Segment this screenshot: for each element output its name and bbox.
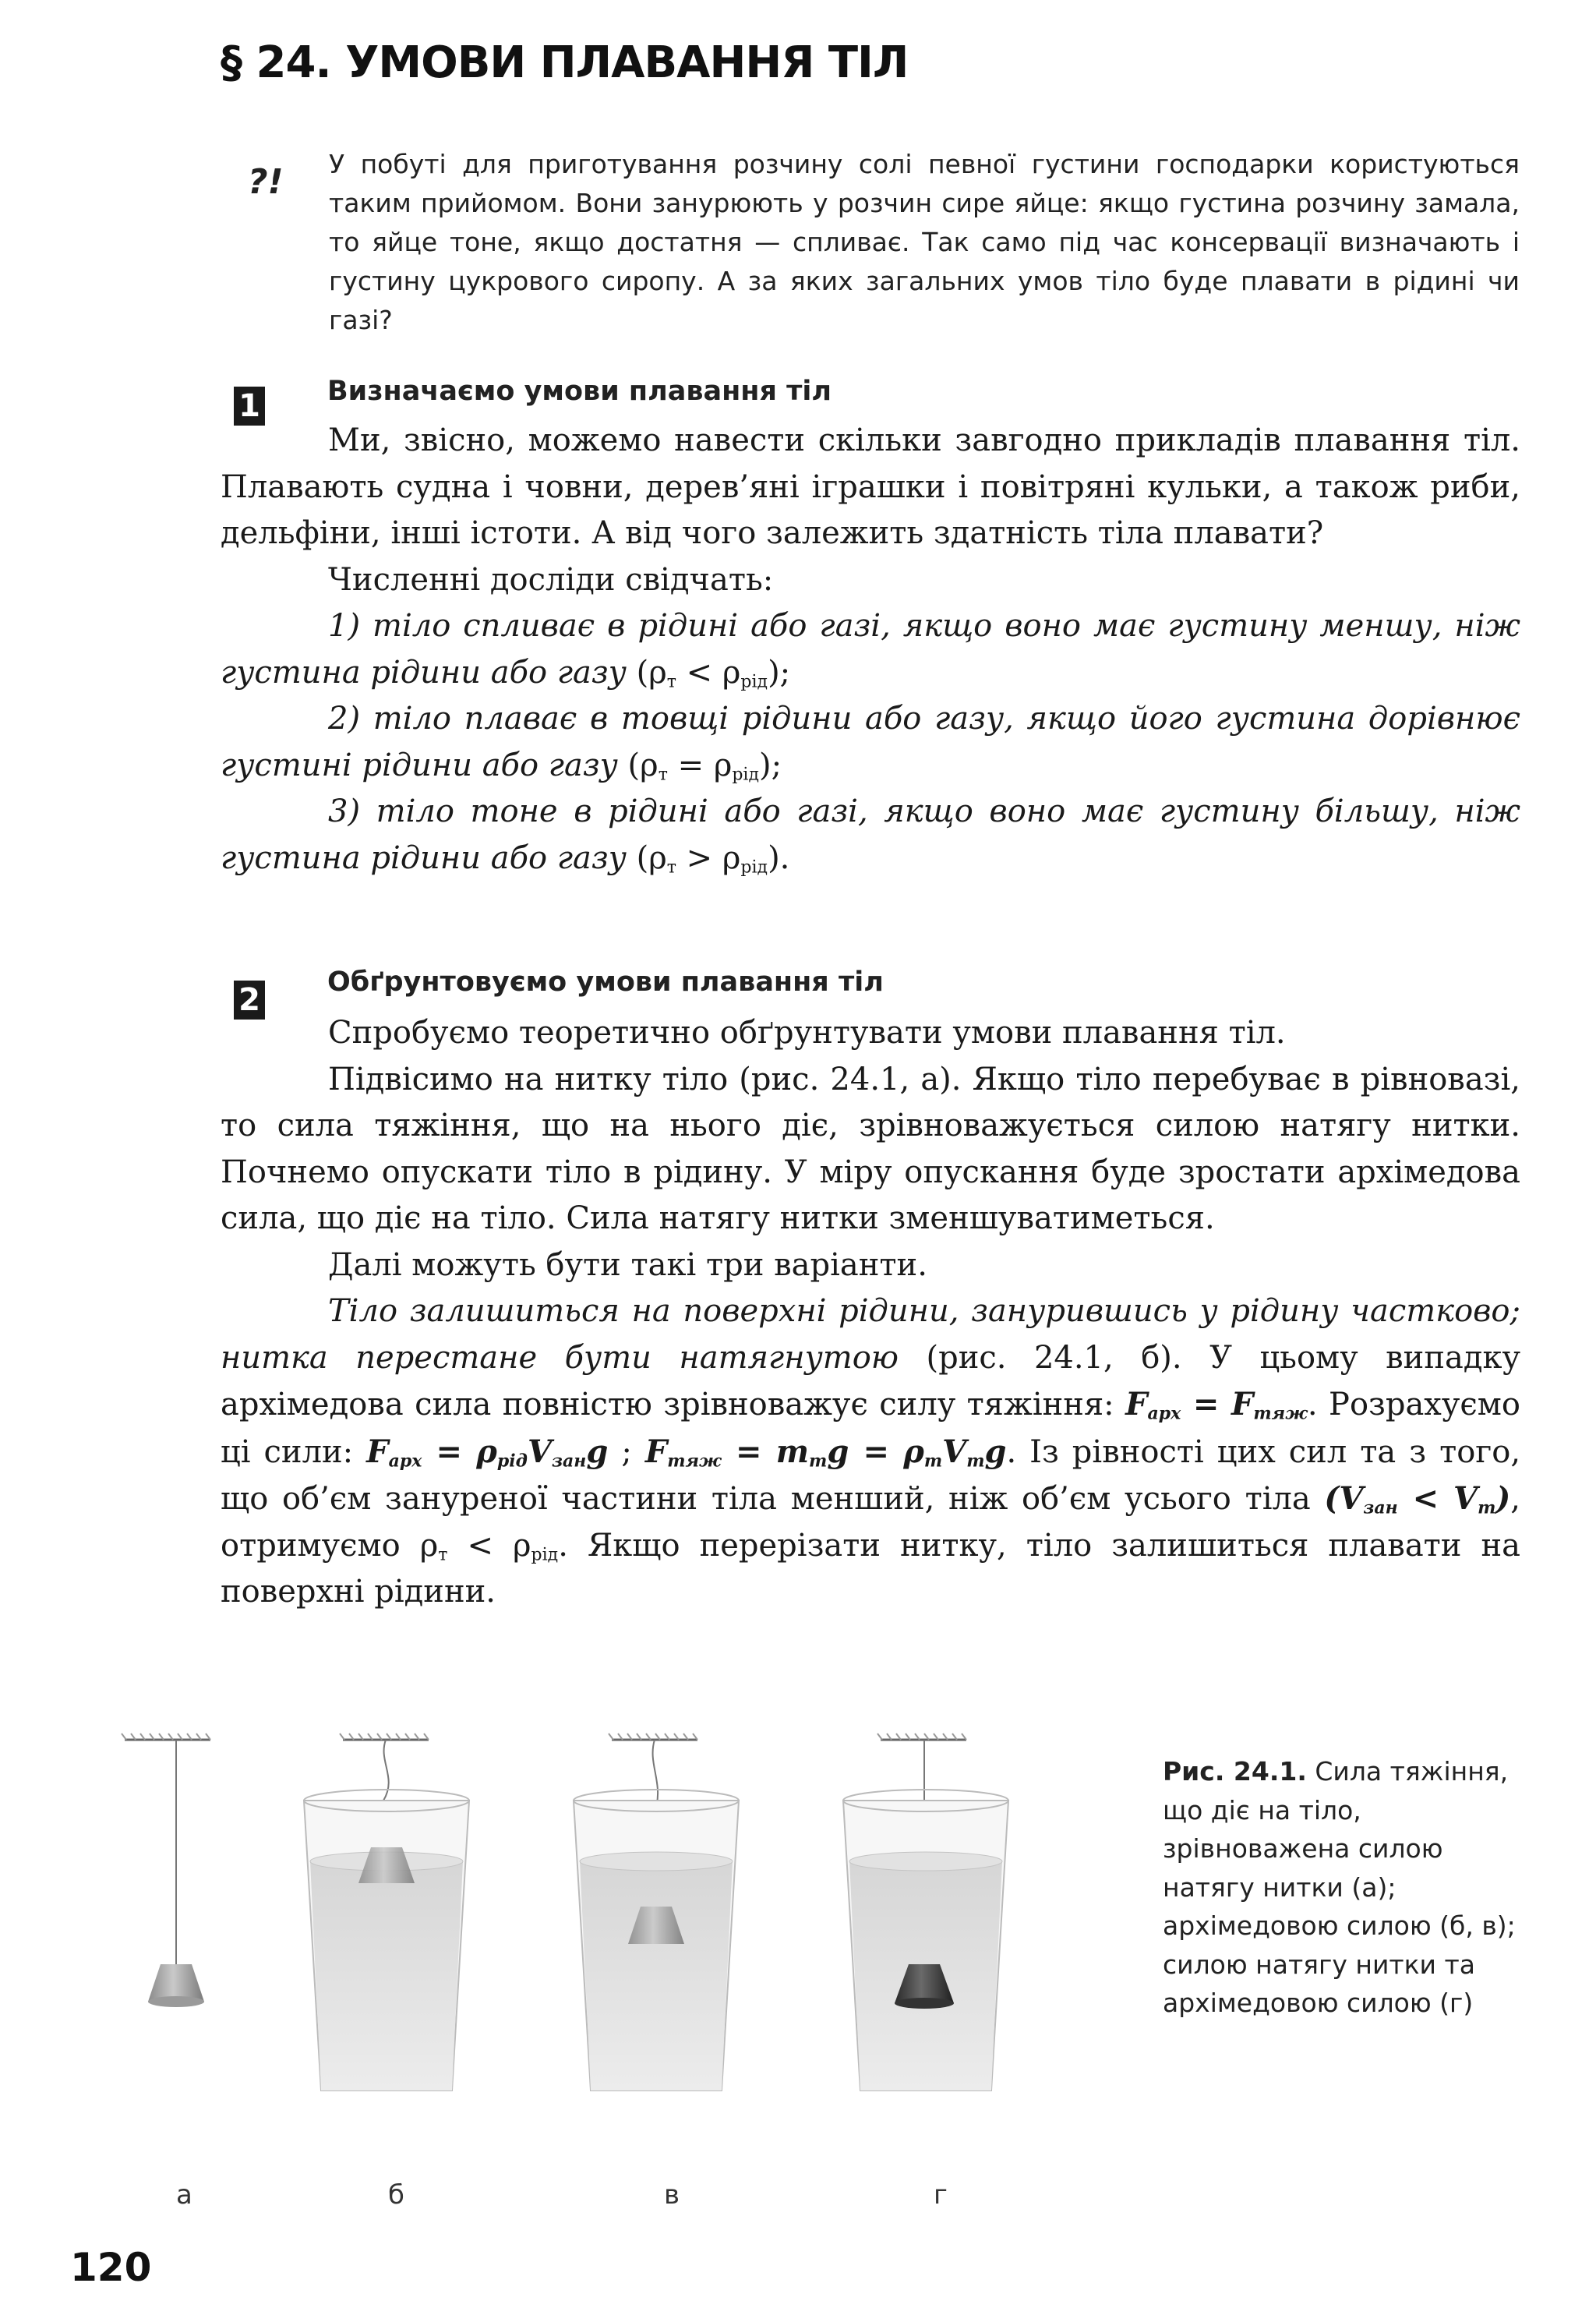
rho-symbol: ρ <box>648 839 667 876</box>
page-number: 120 <box>70 2245 152 2290</box>
subscript: т <box>666 857 676 877</box>
caption-text: Сила тяжіння, що діє на тіло, зрівноважена силою натягу нитки (а); архімедовою силою (б, в); силою натягу нитки та архімедовою силою (г) <box>1163 1756 1516 2018</box>
punctuation: . <box>779 839 790 876</box>
weight-base <box>148 1996 204 2007</box>
subscript: рід <box>732 765 759 784</box>
section-2-paragraph-4 <box>221 1288 1520 1616</box>
condition-2-text: 2) тіло плаває в товщі рідини або газу, якщо його густина дорівнює густині рідини або газу <box>221 701 1520 783</box>
italic-statement: Тіло залишиться на поверхні рідини, занурившись у рідину частково; нитка перестане бути натягнутою <box>221 1293 1520 1376</box>
section-2-body <box>221 1010 1520 1616</box>
subscript: рід <box>740 857 768 877</box>
setup-v <box>574 1734 739 2091</box>
formula-equilibrium: $F_{арх} = F_{тяж}$ <box>1125 1386 1308 1424</box>
figure-label-v: в <box>664 2179 680 2211</box>
subscript: т <box>438 1545 448 1564</box>
section-2-icon: 2 <box>234 981 265 1020</box>
question-mark-icon: ?! <box>248 162 284 202</box>
figure-24-1 <box>109 1730 1146 2136</box>
section-2-paragraph-1: Спробуємо теоретично обґрунтувати умови плавання тіл. <box>328 1015 1286 1051</box>
text-run: . Із рівності цих сил та з того, що об’єм зануреної частини тіла менший, ніж об’єм усього тіла <box>221 1433 1521 1517</box>
condition-1: 1) тіло спливає в рідині або газі, якщо воно має густину меншу, ніж густина рідини або газу $(\rho_т < \rho_{рід})$; <box>221 608 1520 691</box>
text-run: (рис. 24.1, б). У цьому випадку архімедова сила повністю зрівноважує силу тяжіння: <box>221 1339 1520 1423</box>
section-title: § 24. УМОВИ ПЛАВАННЯ ТІЛ <box>221 37 909 88</box>
operator: > <box>676 839 722 876</box>
condition-2: 2) тіло плаває в товщі рідини або газу, якщо його густина дорівнює густині рідини або газу $(\rho_т = \rho_{рід})$; <box>221 701 1520 784</box>
formula-archimedes: $F_{арх} = \rho_{рід}V_{зан}g$ <box>366 1433 609 1471</box>
section-1-title: Визначаємо умови плавання тіл <box>327 376 832 407</box>
intro-paragraph: У побуті для приготування розчину солі певної густини господарки користуються таким прийомом. Вони занурюють у розчин сире яйце: якщо густина розчину замала, то яйце тоне, якщо достатня — спливає. Так само під час консервації визначають і густину цукрового сиропу. А за яких загальних умов тіло буде плавати в рідині чи газі? <box>329 149 1520 335</box>
section-1-paragraph-1: Ми, звісно, можемо навести скільки завгодно прикладів плавання тіл. Плавають судна і човни, дерев’яні іграшки і повітряні кульки, а також риби, дельфіни, інші істоти. А від чого залежить здатність тіла плавати? <box>221 422 1520 551</box>
section-2-paragraph-3: Далі можуть бути такі три варіанти. <box>328 1246 927 1283</box>
figure-label-b: б <box>388 2179 404 2211</box>
section-2-title: Обґрунтовуємо умови плавання тіл <box>327 967 884 998</box>
subscript: т <box>658 765 668 784</box>
figure-label-a: а <box>176 2179 192 2211</box>
figure-caption <box>1163 1752 1529 2023</box>
subscript: т <box>666 672 676 691</box>
separator: ; <box>608 1433 645 1470</box>
rho-symbol: ρ <box>722 839 741 876</box>
condition-1-text: 1) тіло спливає в рідині або газі, якщо воно має густину меншу, ніж густина рідини або газу <box>221 608 1520 691</box>
section-2-paragraph-2: Підвісимо на нитку тіло (рис. 24.1, а). Якщо тіло перебуває в рівновазі, то сила тяжіння, що на нього діє, зрівноважується силою натягу нитки. Почнемо опускати тіло в рідину. У міру опускання буде зростати архімедова сила, що діє на тіло. Сила натягу нитки зменшуватиметься. <box>221 1061 1520 1236</box>
section-1-body <box>221 418 1520 882</box>
text-run: . Якщо перерізати нитку, тіло залишиться плавати на поверхні рідини. <box>221 1527 1521 1610</box>
rho-symbol: ρ <box>648 654 667 691</box>
setup-a <box>122 1734 210 2007</box>
water <box>310 1861 463 2091</box>
subscript: рід <box>531 1545 559 1564</box>
punctuation: ; <box>771 747 782 783</box>
formula-volumes: $(V_{зан} < V_т)$ <box>1324 1480 1511 1518</box>
condition-3: 3) тіло тоне в рідині або газі, якщо воно має густину більшу, ніж густина рідини або газу $(\rho_т > \rho_{рід})$. <box>221 793 1520 877</box>
figure-label-g: г <box>934 2179 948 2211</box>
rho-symbol: ρ <box>713 747 733 783</box>
formula-gravity: $F_{тяж} = m_тg = \rho_тV_тg$ <box>644 1433 1007 1471</box>
operator: = <box>667 747 714 783</box>
operator: < <box>676 654 722 691</box>
rho-symbol: ρ <box>722 654 741 691</box>
weight-body <box>148 1964 204 2002</box>
section-1-icon: 1 <box>234 387 265 426</box>
condition-3-text: 3) тіло тоне в рідині або газі, якщо воно має густину більшу, ніж густина рідини або газу <box>221 793 1520 876</box>
caption-label: Рис. 24.1. <box>1163 1756 1307 1787</box>
subscript: рід <box>740 672 768 691</box>
section-1-paragraph-2: Численні досліди свідчать: <box>328 561 774 598</box>
setup-g <box>843 1734 1008 2091</box>
rho-symbol: ρ <box>640 747 659 783</box>
text-run: , отримуємо ρ <box>221 1481 1520 1564</box>
text-run: . Розрахуємо ці сили: <box>221 1387 1520 1470</box>
punctuation: ; <box>779 654 791 691</box>
operator: < ρ <box>447 1527 531 1564</box>
setup-b <box>304 1734 469 2091</box>
